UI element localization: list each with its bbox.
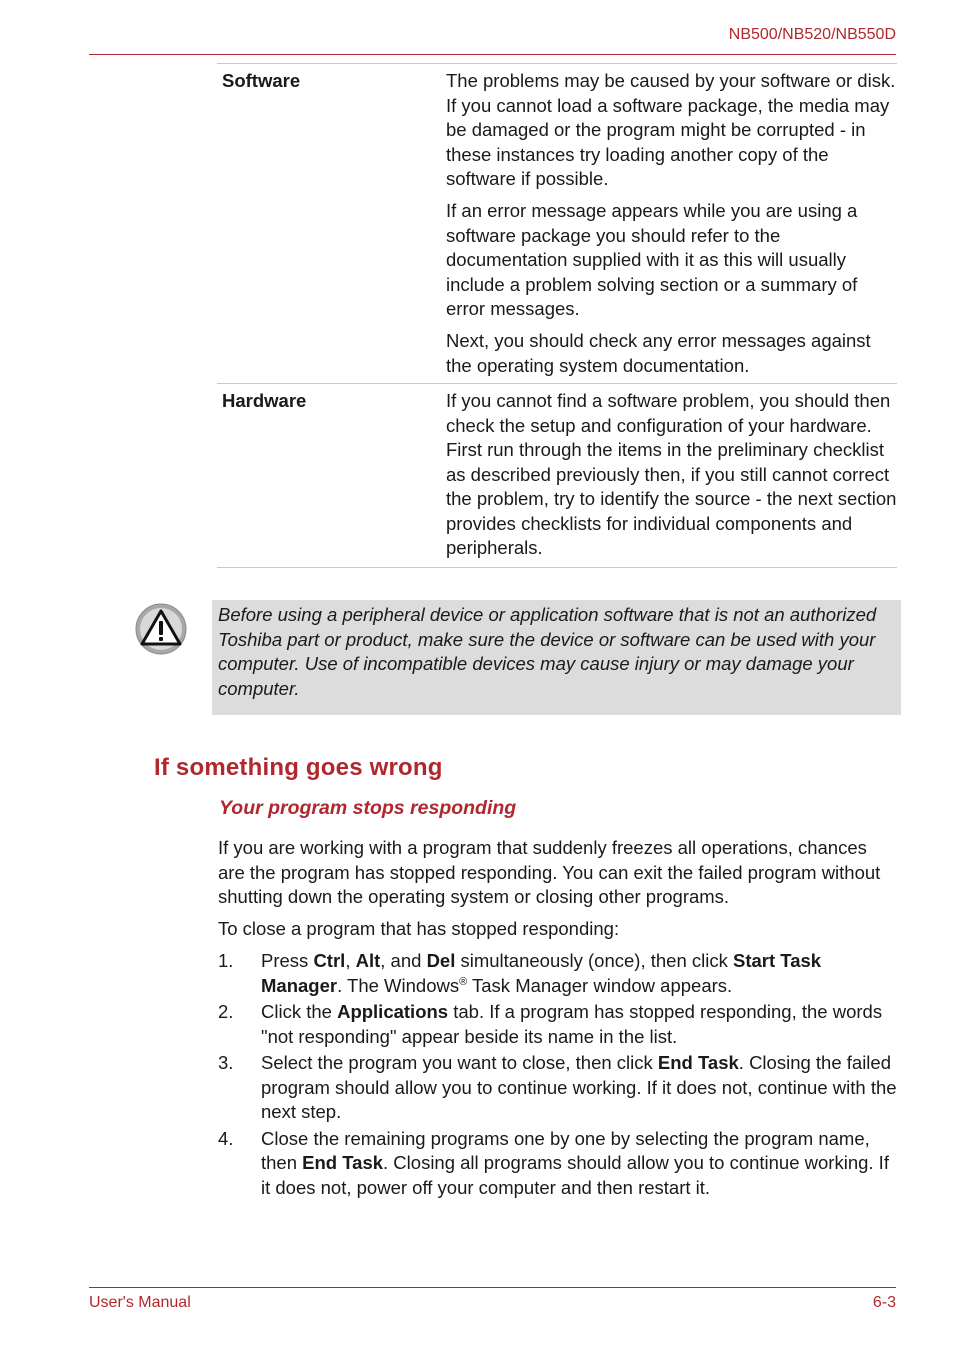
step-text: Click the [261, 1001, 338, 1022]
step-keyword: Alt [355, 950, 381, 971]
step-keyword: Del [426, 950, 456, 971]
step-number: 4. [218, 1127, 234, 1149]
list-item [218, 1051, 898, 1125]
description-paragraph: If an error message appears while you are using a software package you should refer to the documentation supplied with it as this will usually include a problem solving section or a summary of error messages. [446, 200, 858, 319]
step-number: 1. [218, 950, 234, 971]
warning-triangle-icon [134, 602, 188, 656]
table-row [217, 384, 897, 568]
step-text: tab. If a program has stopped responding, the words "not responding" appear beside its name in the list. [261, 1001, 883, 1047]
step-keyword: Start Task Manager [261, 950, 822, 996]
footer-divider [89, 1287, 896, 1288]
step-keyword: End Task [302, 1152, 384, 1173]
description-paragraph: Next, you should check any error messages against the operating system documentation. [446, 330, 871, 376]
step-keyword: Ctrl [313, 950, 346, 971]
step-text: . Closing all programs should allow you to continue working. If it does not, power off your computer and then restart it. [261, 1152, 889, 1198]
warning-note [212, 600, 901, 715]
step-number: 2. [218, 1001, 234, 1022]
subsection-title: Your program stops responding [219, 797, 517, 819]
step-text: Select the program you want to close, then click [261, 1052, 658, 1073]
list-item [218, 1000, 898, 1049]
section-body [218, 836, 898, 1202]
header-model-title: NB500/NB520/NB550D [728, 26, 896, 43]
steps-list [218, 949, 898, 1200]
row-label-hardware: Hardware [222, 390, 307, 411]
row-description-hardware [441, 384, 897, 567]
step-keyword: End Task [657, 1052, 739, 1073]
table-row [217, 64, 897, 384]
footer-manual-title: User's Manual [89, 1294, 191, 1311]
section-title: If something goes wrong [154, 754, 443, 781]
page-number: 6-3 [872, 1294, 896, 1311]
step-text: simultaneously (once), then click [455, 950, 733, 971]
troubleshooting-table [217, 63, 897, 568]
registered-mark: ® [459, 975, 468, 988]
step-text: . The Windows [337, 974, 460, 996]
list-item [218, 949, 898, 998]
step-text: , and [380, 950, 427, 971]
row-label-software: Software [222, 70, 301, 91]
step-number: 3. [218, 1052, 234, 1073]
step-text: . Closing the failed program should allow you to continue working. If it does not, continue with the next step. [261, 1052, 897, 1122]
lead-paragraph: To close a program that has stopped responding: [218, 918, 620, 939]
intro-paragraph: If you are working with a program that suddenly freezes all operations, chances are the program has stopped responding. You can exit the failed program without shutting down the operating system or closing other programs. [218, 837, 881, 907]
header-divider [89, 54, 896, 55]
step-text: , [345, 950, 356, 971]
step-text: Close the remaining programs one by one by selecting the program name, then [261, 1127, 870, 1173]
description-paragraph: The problems may be caused by your software or disk. If you cannot load a software package, the media may be damaged or the program might be corrupted - in these instances try loading another copy of the software if possible. [446, 70, 896, 189]
step-keyword: Applications [337, 1001, 449, 1022]
step-text: Press [261, 950, 314, 971]
row-description-software [441, 64, 897, 383]
description-paragraph: If you cannot find a software problem, you should then check the setup and configuration of your hardware. First run through the items in the preliminary checklist as described previously then, if you still cannot correct the problem, try to identify the source - the next section provides checklists for individual components and peripherals. [446, 390, 897, 558]
step-text: Task Manager window appears. [467, 974, 733, 996]
list-item [218, 1127, 898, 1201]
warning-text: Before using a peripheral device or application software that is not an authorized Toshiba part or product, make sure the device or software can be used with your computer. Use of incompatible devices may cause injury or may damage your computer. [218, 604, 877, 699]
